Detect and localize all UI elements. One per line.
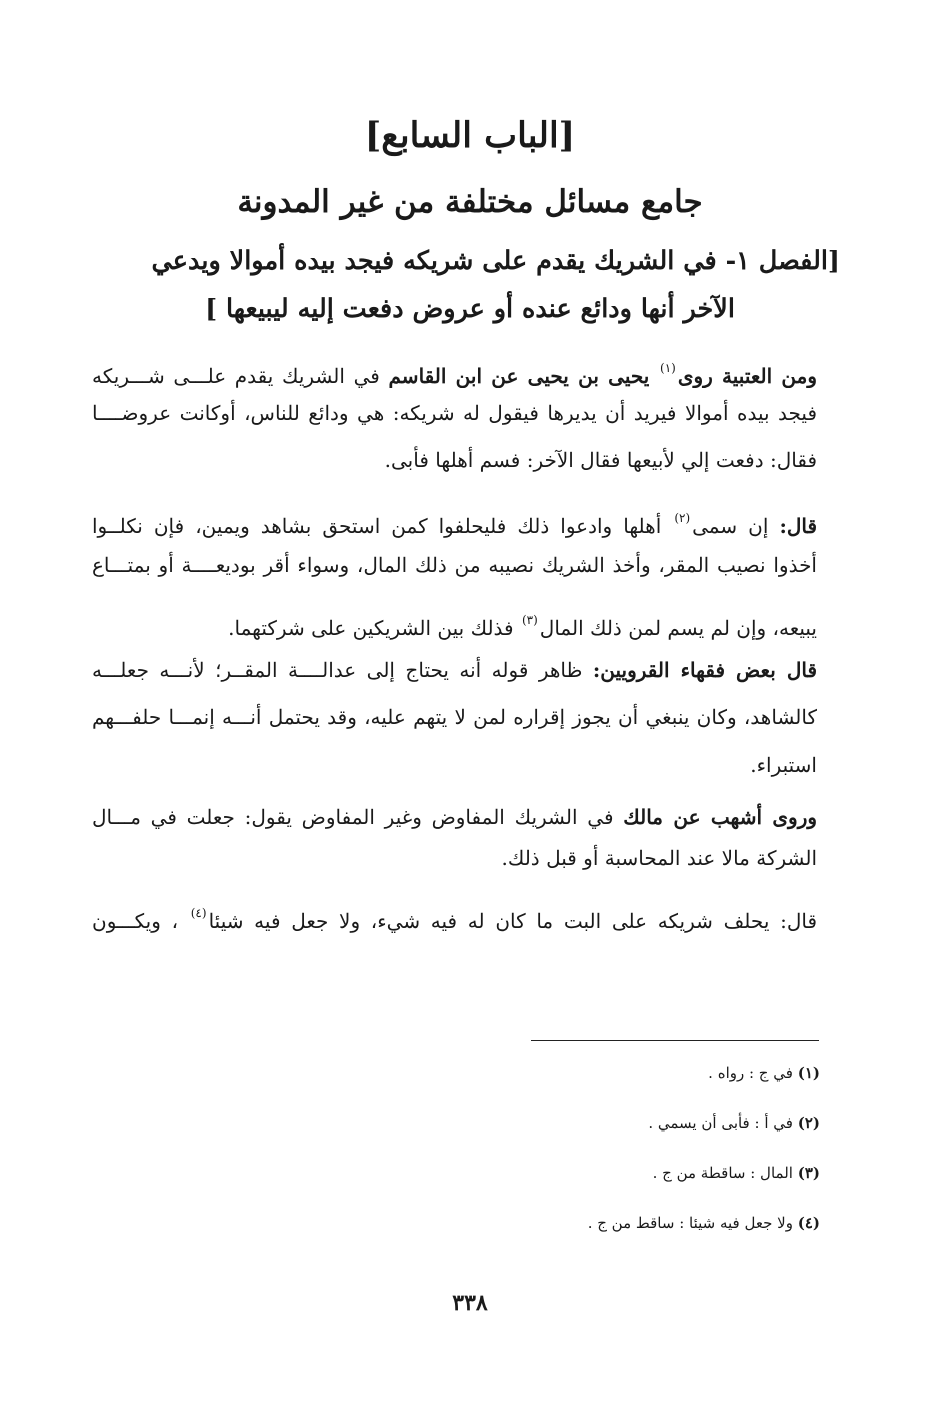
paragraph-text: ظاهر قوله أنه يحتاج إلى عدالــــة المقــر؛ لأنـــه جعلـــه xyxy=(92,658,583,682)
footnote-divider xyxy=(531,1040,819,1041)
paragraph-1-line-1 xyxy=(92,348,817,388)
footnote-number: (٤) xyxy=(797,1214,820,1232)
footnote-ref-2: (٢) xyxy=(674,511,691,525)
section-heading-line-2: الآخر أنها ودائع عنده أو عروض دفعت إليه ليبيعها ] xyxy=(205,294,735,324)
paragraph-text: في الشريك المفاوض وغير المفاوض يقول: جعلت في مـــال xyxy=(92,805,614,829)
paragraph-3-line-1 xyxy=(92,650,817,690)
paragraph-lead: وروى أشهب عن مالك xyxy=(623,805,817,829)
footnote-1 xyxy=(420,1058,820,1088)
paragraph-text: إن سمى xyxy=(692,514,769,538)
footnote-text: ولا جعل فيه شيئا : ساقط من ج . xyxy=(587,1214,793,1232)
paragraph-2-line-1 xyxy=(92,498,817,538)
page-number: ٣٣٨ xyxy=(452,1290,488,1316)
paragraph-4-line-2: الشركة مالا عند المحاسبة أو قبل ذلك. xyxy=(501,846,817,870)
paragraph-text: فذلك بين الشريكين على شركتهما. xyxy=(228,616,514,640)
paragraph-4-line-1 xyxy=(92,797,817,837)
footnote-number: (١) xyxy=(797,1064,820,1082)
paragraph-3-line-2: كالشاهد، وكان ينبغي أن يجوز إقراره لمن لا يتهم عليه، وقد يحتمل أنـــه إنمـــا حلفـــهم xyxy=(92,705,817,729)
paragraph-lead: ومن العتبية روى xyxy=(677,364,817,388)
chapter-title: [الباب السابع] xyxy=(364,115,576,156)
footnote-number: (٢) xyxy=(797,1114,820,1132)
footnote-ref-4: (٤) xyxy=(190,906,207,920)
paragraph-lead: قال: xyxy=(779,514,817,538)
paragraph-text: أهلها وادعوا ذلك فليحلفوا كمن استحق بشاهد ويمين، فإن نكلــوا xyxy=(92,514,662,538)
paragraph-text: يبيعه، وإن لم يسم لمن ذلك المال xyxy=(539,616,817,640)
paragraph-1-line-2: فيجد بيده أموالا فيريد أن يديرها فيقول له شريكه: هي ودائع للناس، أوكانت عروضــــا xyxy=(92,401,817,425)
paragraph-2-line-3 xyxy=(92,600,817,640)
paragraph-lead: قال بعض فقهاء القرويين: xyxy=(592,658,817,682)
paragraph-1-line-3: فقال: دفعت إلي لأبيعها فقال الآخر: فسم أهلها فأبى. xyxy=(384,448,817,472)
footnote-4 xyxy=(420,1208,820,1238)
paragraph-text: في الشريك يقدم علـــى شـــريكه xyxy=(92,364,380,388)
paragraph-text: قال: يحلف شريكه على البت ما كان له فيه شيء، ولا جعل فيه شيئا xyxy=(208,909,817,933)
footnote-text: المال : ساقطة من ج . xyxy=(652,1164,793,1182)
chapter-subtitle: جامع مسائل مختلفة من غير المدونة xyxy=(237,184,703,220)
narrator-chain: يحيى بن يحيى عن ابن القاسم xyxy=(388,364,650,388)
paragraph-text: ، ويكـــون xyxy=(92,909,179,933)
paragraph-5-line-1 xyxy=(92,893,817,933)
footnote-2 xyxy=(420,1108,820,1138)
footnote-number: (٣) xyxy=(797,1164,820,1182)
paragraph-2-line-2: أخذوا نصيب المقر، وأخذ الشريك نصيبه من ذلك المال، وسواء أقر بوديعــــة أو بمتـــاع xyxy=(92,553,817,577)
footnote-text: في ج : رواه . xyxy=(708,1064,793,1082)
footnote-ref-3: (٣) xyxy=(521,613,538,627)
section-heading-line-1: [الفصل ١- في الشريك يقدم على شريكه فيجد بيده أموالا ويدعي xyxy=(151,246,840,276)
footnote-text: في أ : فأبى أن يسمي . xyxy=(648,1114,793,1132)
footnote-3 xyxy=(420,1158,820,1188)
footnote-ref-1: (١) xyxy=(660,361,676,375)
paragraph-3-line-3: استبراء. xyxy=(750,753,817,777)
